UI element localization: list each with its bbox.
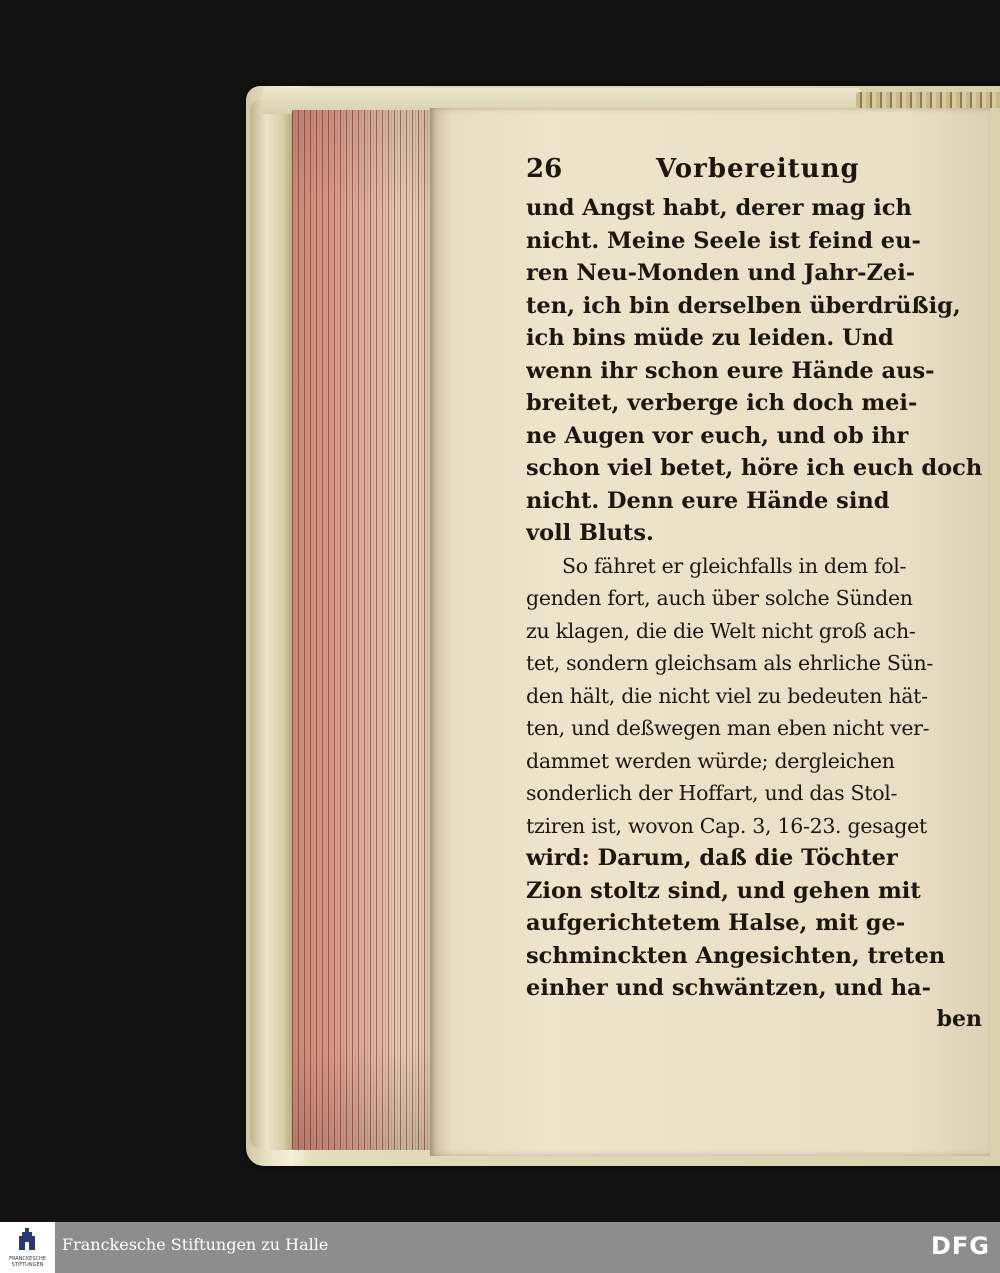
text-line: ren Neu-Monden und Jahr-Zei- <box>526 260 916 286</box>
dfg-logo: DFG <box>930 1232 990 1260</box>
text-line: schon viel betet, höre ich euch doch <box>526 455 982 481</box>
text-line: schminckten Angesichten, treten <box>526 942 946 969</box>
text-line: nicht. Meine Seele ist feind eu- <box>526 227 921 254</box>
page-edges-shade <box>292 110 432 1150</box>
text-line: tziren ist, wovon Cap. 3, 16-23. gesaget <box>526 813 927 838</box>
text-line: nicht. Denn eure Hände sind <box>526 487 890 514</box>
text-line: ten, und deßwegen man eben nicht ver- <box>526 716 930 740</box>
cover-fold <box>250 100 292 1150</box>
text-line: So fähret er gleichfalls in dem fol- <box>562 553 907 578</box>
text-line: zu klagen, die die Welt nicht groß ach- <box>526 618 916 643</box>
text-line: wird: Darum, daß die Töchter <box>526 845 898 871</box>
headband <box>856 92 1000 108</box>
running-head <box>526 152 982 192</box>
text-line: breitet, verberge ich doch mei- <box>526 390 918 416</box>
text-line: voll Bluts. <box>526 520 654 546</box>
printed-page <box>430 108 990 1156</box>
text-line: sonderlich der Hoffart, und das Stol- <box>526 781 898 805</box>
institution-logo[interactable] <box>0 1222 55 1273</box>
text-line: dammet werden würde; dergleichen <box>526 748 895 773</box>
running-title: Vorbereitung <box>656 154 860 184</box>
page-text-block <box>526 152 982 1033</box>
text-line: einher und schwäntzen, und ha- <box>526 975 931 1001</box>
text-line: den hält, die nicht viel zu bedeuten hät- <box>526 683 928 708</box>
text-line: tet, sondern gleichsam als ehrliche Sün- <box>526 651 933 675</box>
text-line: Zion stoltz sind, und gehen mit <box>526 877 921 904</box>
text-line: und Angst habt, derer mag ich <box>526 195 912 221</box>
institution-name: Franckesche Stiftungen zu Halle <box>62 1235 329 1254</box>
text-line: wenn ihr schon eure Hände aus- <box>526 357 935 384</box>
page-number: 26 <box>526 154 563 184</box>
text-line: genden fort, auch über solche Sünden <box>526 586 913 610</box>
text-line: ten, ich bin derselben überdrüßig, <box>526 292 961 319</box>
text-line: ne Augen vor euch, und ob ihr <box>526 422 909 449</box>
building-icon <box>17 1228 37 1250</box>
text-line: aufgerichtetem Halse, mit ge- <box>526 910 906 936</box>
text-line: ich bins müde zu leiden. Und <box>526 325 894 351</box>
logo-text: FRANCKESCHE STIFTUNGEN <box>9 1256 46 1268</box>
viewer-footer <box>0 1222 1000 1273</box>
catchword: ben <box>936 1005 982 1032</box>
